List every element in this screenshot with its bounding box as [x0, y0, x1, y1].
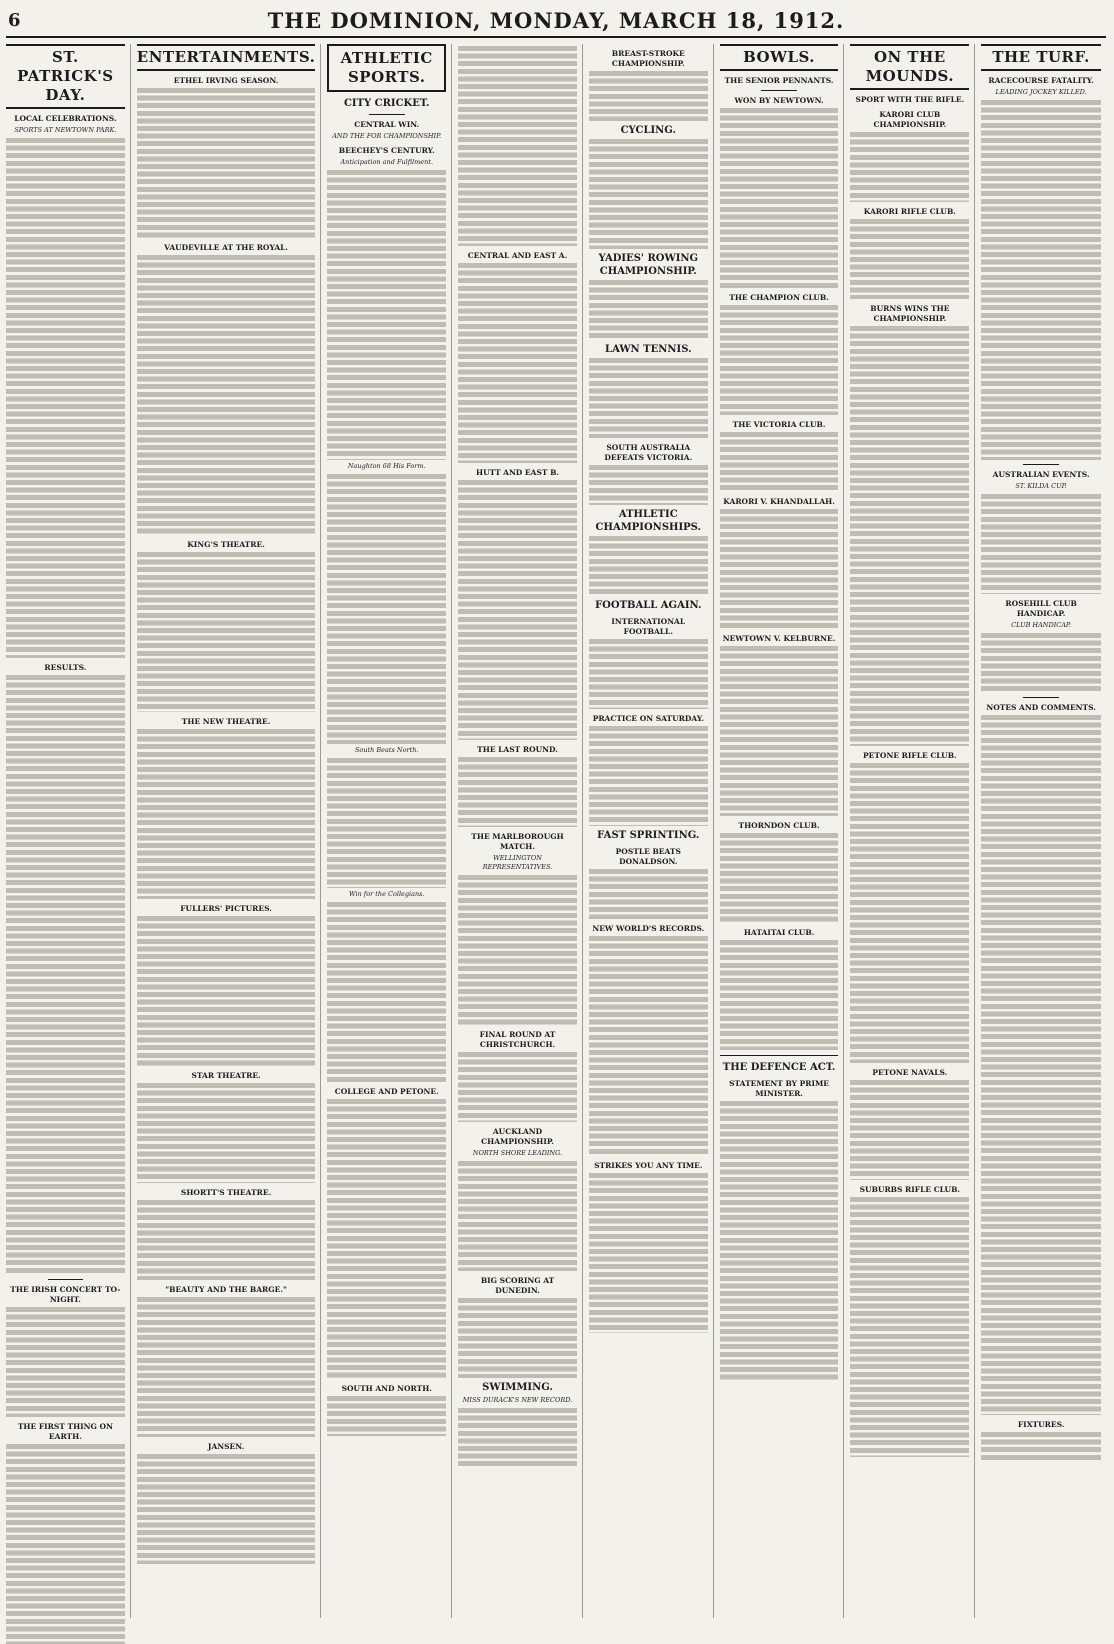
article-text-block [981, 633, 1101, 693]
columns [6, 44, 1106, 1618]
article-text-block [720, 1101, 839, 1381]
newspaper-dateline: THE DOMINION, MONDAY, MARCH 18, 1912. [267, 8, 845, 33]
article-text-block [589, 1173, 708, 1333]
section-heading: FAST SPRINTING. [597, 830, 700, 841]
section-subhead: STAR THEATRE. [191, 1071, 261, 1080]
section-subhead: PETONE NAVALS. [872, 1068, 948, 1077]
section-subhead: Naughton 68 His Form. [347, 462, 426, 470]
section-subhead: SHORTT'S THEATRE. [180, 1188, 272, 1197]
article-text-block [327, 170, 446, 460]
section-subhead: KARORI CLUB CHAMPIONSHIP. [873, 110, 947, 129]
column-the-turf [981, 44, 1106, 1618]
article-text-block [327, 474, 446, 744]
article-text-block [589, 139, 708, 249]
article-text-block [137, 88, 316, 238]
article-text-block [589, 536, 708, 596]
divider [1023, 464, 1059, 465]
section-subhead: SUBURBS RIFLE CLUB. [859, 1185, 961, 1194]
divider [369, 114, 405, 115]
section-subhead: VAUDEVILLE AT THE ROYAL. [164, 243, 289, 252]
section-subhead: BEECHEY'S CENTURY. [338, 146, 435, 155]
section-subhead: FULLERS' PICTURES. [180, 904, 272, 913]
section-subhead: FIXTURES. [1017, 1420, 1065, 1429]
article-text-block [6, 138, 125, 658]
section-subhead: Win for the Collegians. [348, 890, 425, 898]
section-subhead: LEADING JOCKEY KILLED. [995, 88, 1087, 96]
section-subhead: Anticipation and Fulfilment. [340, 158, 434, 166]
divider [720, 1055, 839, 1056]
article-text-block [981, 1432, 1101, 1462]
section-subhead: "BEAUTY AND THE BARGE." [165, 1285, 287, 1294]
section-subhead: HUTT AND EAST B. [476, 468, 560, 477]
section-subhead: NOTES AND COMMENTS. [986, 703, 1096, 712]
section-subhead: AND THE FOR CHAMPIONSHIP. [332, 132, 442, 140]
article-text-block [720, 833, 839, 923]
section-heading: FOOTBALL AGAIN. [595, 600, 702, 611]
article-text-block [458, 875, 577, 1025]
section-subhead: NORTH SHORE LEADING. [472, 1149, 563, 1157]
article-text-block [720, 432, 839, 492]
article-text-block [589, 639, 708, 709]
column-heading: THE TURF. [981, 44, 1101, 71]
article-text-block [850, 1197, 969, 1457]
article-text-block [137, 552, 316, 712]
section-subhead: STATEMENT BY PRIME MINISTER. [729, 1079, 830, 1098]
section-subhead: SOUTH AUSTRALIA DEFEATS VICTORIA. [604, 443, 693, 462]
column-on-the-mounds [850, 44, 975, 1618]
article-text-block [458, 1052, 577, 1122]
article-text-block [720, 940, 839, 1050]
article-text-block [6, 1444, 125, 1644]
divider [1023, 697, 1059, 698]
section-subhead: SOUTH AND NORTH. [341, 1384, 432, 1393]
section-subhead: RACECOURSE FATALITY. [988, 76, 1094, 85]
column-subheading: CITY CRICKET. [343, 98, 430, 109]
divider [48, 1279, 84, 1280]
column-sports-misc [589, 44, 714, 1618]
article-text-block [981, 715, 1101, 1415]
section-subhead: ETHEL IRVING SEASON. [173, 76, 279, 85]
score-table [850, 326, 969, 746]
article-text-block [981, 100, 1101, 460]
article-text-block [720, 305, 839, 415]
article-text-block [6, 1307, 125, 1417]
section-subhead: THE IRISH CONCERT TO-NIGHT. [10, 1285, 121, 1304]
section-subhead: PRACTICE ON SATURDAY. [592, 714, 704, 723]
article-text-block [137, 1083, 316, 1183]
section-subhead: COLLEGE AND PETONE. [334, 1087, 439, 1096]
section-subhead: FINAL ROUND AT CHRISTCHURCH. [479, 1030, 556, 1049]
section-heading: YADIES' ROWING CHAMPIONSHIP. [598, 253, 699, 277]
column-athletic-sports [327, 44, 452, 1618]
section-heading: CYCLING. [620, 125, 676, 136]
section-detail: SPORTS AT NEWTOWN PARK. [14, 126, 117, 134]
article-text-block [327, 902, 446, 1082]
section-subhead: CLUB HANDICAP. [1011, 621, 1072, 629]
section-subhead: THE CHAMPION CLUB. [729, 293, 829, 302]
article-text-block [458, 1161, 577, 1271]
section-subhead: RESULTS. [44, 663, 87, 672]
section-subhead: POSTLE BEATS DONALDSON. [615, 847, 681, 866]
column-heading: ON THE MOUNDS. [850, 44, 969, 90]
section-subhead: PETONE RIFLE CLUB. [863, 751, 957, 760]
section-subhead: NEW WORLD'S RECORDS. [592, 924, 705, 933]
section-subhead: THE MARLBOROUGH MATCH. [471, 832, 564, 851]
article-text-block [458, 1408, 577, 1468]
article-text-block [589, 280, 708, 340]
column-bowls [720, 44, 845, 1618]
article-text-block [589, 71, 708, 121]
section-subhead: MISS DURACK'S NEW RECORD. [462, 1396, 573, 1404]
page-number: 6 [8, 10, 21, 31]
section-subhead: STRIKES YOU ANY TIME. [594, 1161, 703, 1170]
section-subhead: THE SENIOR PENNANTS. [724, 76, 834, 85]
article-text-block [589, 726, 708, 826]
score-table [850, 763, 969, 1063]
score-table [458, 263, 577, 463]
section-subhead: WON BY NEWTOWN. [734, 96, 824, 105]
column-cricket-scores [458, 44, 583, 1618]
section-subhead: CENTRAL AND EAST A. [467, 251, 568, 260]
column-heading: ST. PATRICK'S DAY. [6, 44, 125, 109]
article-text-block [589, 465, 708, 505]
column-heading: BOWLS. [720, 44, 839, 71]
article-text-block [850, 132, 969, 202]
article-text-block [720, 646, 839, 816]
score-table [458, 480, 577, 740]
article-text-block [458, 1298, 577, 1378]
section-subhead: KARORI RIFLE CLUB. [863, 207, 956, 216]
section-subhead: THE LAST ROUND. [477, 745, 558, 754]
section-subhead: AUSTRALIAN EVENTS. [992, 470, 1090, 479]
section-subhead: THORNDON CLUB. [738, 821, 820, 830]
section-subhead: HATAITAI CLUB. [743, 928, 815, 937]
article-text-block [327, 1396, 446, 1436]
section-subhead: South Beats North. [354, 746, 419, 754]
section-subhead: NEWTOWN V. KELBURNE. [722, 634, 836, 643]
article-text-block [589, 869, 708, 919]
article-text-block [458, 757, 577, 827]
article-text-block [137, 255, 316, 535]
article-text-block [720, 509, 839, 629]
article-text-block [137, 916, 316, 1066]
section-subhead: BIG SCORING AT DUNEDIN. [480, 1276, 555, 1295]
section-subhead: INTERNATIONAL FOOTBALL. [611, 617, 686, 636]
article-text-block [6, 675, 125, 1275]
section-heading: SWIMMING. [482, 1382, 553, 1393]
masthead [6, 6, 1106, 38]
section-subhead: BREAST-STROKE CHAMPIONSHIP. [611, 49, 685, 68]
section-subhead: CENTRAL WIN. [354, 120, 420, 129]
section-subhead: ROSEHILL CLUB HANDICAP. [1005, 599, 1077, 618]
column-entertainments [137, 44, 322, 1618]
article-text-block [850, 219, 969, 299]
section-heading: ATHLETIC CHAMPIONSHIPS. [595, 509, 702, 533]
section-subhead: LOCAL CELEBRATIONS. [14, 114, 117, 123]
article-text-block [981, 494, 1101, 594]
section-subhead: SPORT WITH THE RIFLE. [855, 95, 965, 104]
divider [761, 90, 797, 91]
score-table [327, 1099, 446, 1379]
section-subhead: BURNS WINS THE CHAMPIONSHIP. [870, 304, 950, 323]
article-text-block [589, 358, 708, 438]
article-text-block [327, 758, 446, 888]
section-subhead: THE VICTORIA CLUB. [732, 420, 826, 429]
section-subhead: AUCKLAND CHAMPIONSHIP. [481, 1127, 554, 1146]
section-subhead: KARORI V. KHANDALLAH. [723, 497, 835, 506]
section-subhead: ST. KILDA CUP. [1015, 482, 1067, 490]
article-text-block [850, 1080, 969, 1180]
section-subhead: THE NEW THEATRE. [181, 717, 271, 726]
section-heading: LAWN TENNIS. [605, 344, 692, 355]
article-text-block [720, 108, 839, 288]
article-text-block [137, 1200, 316, 1280]
section-subhead: KING'S THEATRE. [187, 540, 265, 549]
column-st-patricks-day [6, 44, 131, 1618]
article-text-block [137, 729, 316, 899]
section-subhead: WELLINGTON REPRESENTATIVES. [482, 854, 553, 871]
article-text-block [589, 936, 708, 1156]
section-subhead: JANSEN. [207, 1442, 245, 1451]
column-heading: ATHLETIC SPORTS. [327, 44, 446, 92]
column-heading: ENTERTAINMENTS. [137, 44, 316, 71]
article-text-block [137, 1297, 316, 1437]
score-table [458, 46, 577, 246]
section-subhead: THE FIRST THING ON EARTH. [17, 1422, 113, 1441]
section-heading: THE DEFENCE ACT. [722, 1062, 836, 1073]
article-text-block [137, 1454, 316, 1564]
